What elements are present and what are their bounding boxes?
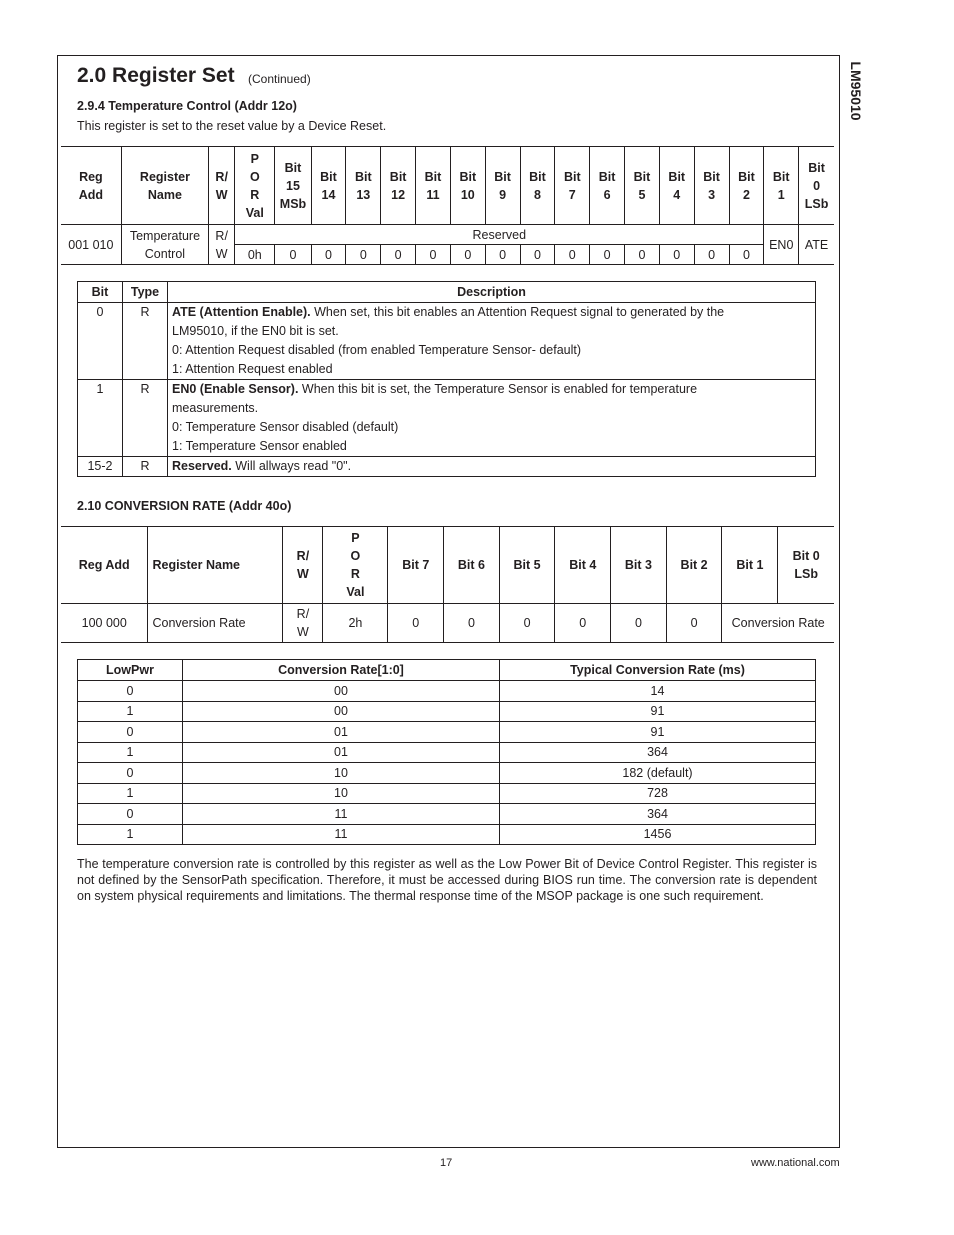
cell-bit-5: 0 xyxy=(625,245,660,265)
rate-cell-1: 00 xyxy=(183,681,500,702)
cell-bit-4: 0 xyxy=(659,245,694,265)
desc-field-name: Reserved. xyxy=(172,459,232,473)
header-bit-0: Bit 0 LSb xyxy=(799,147,834,225)
cell-bit-2: 0 xyxy=(666,604,722,643)
rate-cell-2: 728 xyxy=(500,783,816,804)
header-por-val: P O R Val xyxy=(235,147,275,225)
continued-label: (Continued) xyxy=(248,72,311,86)
cell-bit-13: 0 xyxy=(346,245,381,265)
header-rw: R/ W xyxy=(209,147,235,225)
desc-text: Reserved. Will allways read "0". xyxy=(168,457,816,477)
header-bit-6: Bit 6 xyxy=(444,527,500,604)
conversion-rate-table xyxy=(77,659,816,845)
rate-cell-0: 0 xyxy=(78,763,183,784)
header-rw: R/ W xyxy=(283,527,323,604)
rate-cell-1: 11 xyxy=(183,804,500,825)
cell-rw: R/ W xyxy=(283,604,323,643)
cell-bit-10: 0 xyxy=(450,245,485,265)
cell-bit-15: 0 xyxy=(275,245,311,265)
header-reg-add: Reg Add xyxy=(61,527,148,604)
header-bit-12: Bit 12 xyxy=(381,147,416,225)
desc-field-name: EN0 (Enable Sensor). xyxy=(172,382,299,396)
cell-reg-add: 001 010 xyxy=(61,225,121,265)
rate-row xyxy=(78,742,816,763)
rate-cell-2: 14 xyxy=(500,681,816,702)
rate-cell-1: 10 xyxy=(183,763,500,784)
desc-header-0: Bit xyxy=(78,282,123,303)
rate-cell-1: 00 xyxy=(183,701,500,722)
header-bit-3: Bit 3 xyxy=(611,527,667,604)
header-bit-9: Bit 9 xyxy=(485,147,520,225)
rate-row xyxy=(78,701,816,722)
cell-register-name: Temperature Control xyxy=(121,225,208,265)
header-bit-2: Bit 2 xyxy=(666,527,722,604)
cell-bit-0: ATE xyxy=(799,225,834,265)
desc-text: ATE (Attention Enable). When set, this bit enables an Attention Request signal to generated by the LM95010, if the EN0 bit is set. 0: Attention Request disabled (from enabled Temperature Sensor- default) 1: Attention Request enabled xyxy=(168,303,816,380)
header-bit-14: Bit 14 xyxy=(311,147,346,225)
header-bit-5: Bit 5 xyxy=(499,527,555,604)
rate-cell-2: 364 xyxy=(500,742,816,763)
section-title: 2.0 Register Set xyxy=(77,64,235,87)
rate-header-0: LowPwr xyxy=(78,660,183,681)
header-bit-0: Bit 0 LSb xyxy=(778,527,834,604)
cell-bit-6: 0 xyxy=(590,245,625,265)
desc-type: R xyxy=(123,303,168,380)
rate-cell-1: 10 xyxy=(183,783,500,804)
rate-cell-0: 1 xyxy=(78,701,183,722)
cell-bit-5: 0 xyxy=(499,604,555,643)
header-bit-4: Bit 4 xyxy=(659,147,694,225)
cell-bit-14: 0 xyxy=(311,245,346,265)
rate-row xyxy=(78,722,816,743)
rate-cell-2: 1456 xyxy=(500,824,816,845)
cell-bit-3: 0 xyxy=(611,604,667,643)
conv-rate-heading: 2.10 CONVERSION RATE (Addr 40o) xyxy=(77,499,292,513)
header-bit-6: Bit 6 xyxy=(590,147,625,225)
desc-bit: 0 xyxy=(78,303,123,380)
desc-type: R xyxy=(123,380,168,457)
cell-bit-2: 0 xyxy=(729,245,764,265)
header-register-name: Register Name xyxy=(121,147,208,225)
rate-cell-0: 1 xyxy=(78,742,183,763)
cell-reg-add: 100 000 xyxy=(61,604,148,643)
desc-bit: 15-2 xyxy=(78,457,123,477)
header-bit-15: Bit 15 MSb xyxy=(275,147,311,225)
cell-por-val: 2h xyxy=(323,604,388,643)
rate-header-1: Conversion Rate[1:0] xyxy=(183,660,500,681)
rate-cell-2: 364 xyxy=(500,804,816,825)
header-bit-7: Bit 7 xyxy=(388,527,444,604)
temp-control-intro: This register is set to the reset value by a Device Reset. xyxy=(77,119,387,133)
temp-control-heading: 2.9.4 Temperature Control (Addr 12o) xyxy=(77,99,297,113)
header-por-val: P O R Val xyxy=(323,527,388,604)
header-bit-5: Bit 5 xyxy=(625,147,660,225)
rate-cell-2: 182 (default) xyxy=(500,763,816,784)
cell-bit-6: 0 xyxy=(444,604,500,643)
rate-row xyxy=(78,783,816,804)
rate-row xyxy=(78,804,816,825)
cell-rw: R/ W xyxy=(209,225,235,265)
cell-bit-7: 0 xyxy=(555,245,590,265)
header-bit-10: Bit 10 xyxy=(450,147,485,225)
header-bit-1: Bit 1 xyxy=(764,147,799,225)
header-bit-13: Bit 13 xyxy=(346,147,381,225)
cell-bit-3: 0 xyxy=(694,245,729,265)
cell-bits-1-0: Conversion Rate xyxy=(722,604,834,643)
desc-field-name: ATE (Attention Enable). xyxy=(172,305,311,319)
header-bit-3: Bit 3 xyxy=(694,147,729,225)
header-reg-add: Reg Add xyxy=(61,147,121,225)
footer-url: www.national.com xyxy=(751,1157,840,1169)
rate-cell-1: 01 xyxy=(183,722,500,743)
cell-por-val: 0h xyxy=(235,245,275,265)
desc-row xyxy=(78,303,816,380)
header-bit-4: Bit 4 xyxy=(555,527,611,604)
header-bit-8: Bit 8 xyxy=(520,147,555,225)
side-part-number: LM95010 xyxy=(848,61,864,121)
desc-bit: 1 xyxy=(78,380,123,457)
rate-cell-2: 91 xyxy=(500,701,816,722)
rate-row xyxy=(78,681,816,702)
cell-reserved: Reserved xyxy=(235,225,764,245)
cell-bit-11: 0 xyxy=(416,245,451,265)
desc-type: R xyxy=(123,457,168,477)
cell-register-name: Conversion Rate xyxy=(148,604,283,643)
header-bit-1: Bit 1 xyxy=(722,527,778,604)
header-bit-11: Bit 11 xyxy=(416,147,451,225)
rate-cell-0: 1 xyxy=(78,783,183,804)
temp-control-description-table xyxy=(77,281,816,477)
desc-header-1: Type xyxy=(123,282,168,303)
desc-row xyxy=(78,380,816,457)
header-bit-7: Bit 7 xyxy=(555,147,590,225)
page-number: 17 xyxy=(440,1157,453,1169)
rate-cell-1: 01 xyxy=(183,742,500,763)
rate-row xyxy=(78,824,816,845)
rate-cell-2: 91 xyxy=(500,722,816,743)
rate-cell-0: 0 xyxy=(78,804,183,825)
desc-header-2: Description xyxy=(168,282,816,303)
rate-cell-0: 0 xyxy=(78,681,183,702)
rate-cell-0: 0 xyxy=(78,722,183,743)
cell-bit-7: 0 xyxy=(388,604,444,643)
desc-row xyxy=(78,457,816,477)
cell-bit-1: EN0 xyxy=(764,225,799,265)
header-bit-2: Bit 2 xyxy=(729,147,764,225)
conv-rate-register-table xyxy=(61,526,834,643)
conv-rate-body-text: The temperature conversion rate is controlled by this register as well as the Low Power Bit of Device Control Register. This register is not defined by the SensorPath specification. Therefore, it must be accessed during BIOS run time. The conversion rate is dependent on system physical requirements and limitations. The thermal response time of the MSOP package is one such requirement. xyxy=(77,857,817,903)
rate-header-2: Typical Conversion Rate (ms) xyxy=(500,660,816,681)
temp-control-register-table xyxy=(61,146,834,265)
desc-text: EN0 (Enable Sensor). When this bit is set, the Temperature Sensor is enabled for temperature measurements. 0: Temperature Sensor disabled (default) 1: Temperature Sensor enabled xyxy=(168,380,816,457)
cell-bit-4: 0 xyxy=(555,604,611,643)
header-register-name: Register Name xyxy=(148,527,283,604)
cell-bit-9: 0 xyxy=(485,245,520,265)
rate-cell-0: 1 xyxy=(78,824,183,845)
cell-bit-8: 0 xyxy=(520,245,555,265)
rate-row xyxy=(78,763,816,784)
rate-cell-1: 11 xyxy=(183,824,500,845)
cell-bit-12: 0 xyxy=(381,245,416,265)
